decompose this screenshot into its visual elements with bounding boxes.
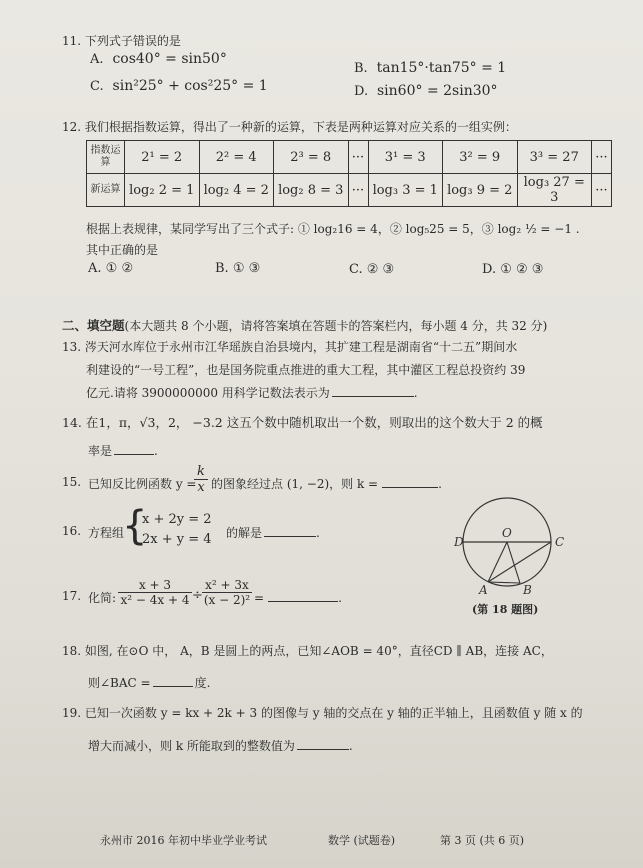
q11-option-c: C. sin²25° + cos²25° = 1 xyxy=(90,78,268,94)
operation-table xyxy=(86,140,612,207)
label-b: B xyxy=(523,583,532,597)
section-title: 二、填空题 xyxy=(62,318,125,333)
answer-blank[interactable] xyxy=(382,475,438,488)
footer-exam: 永州市 2016 年初中毕业学业考试 xyxy=(100,834,267,847)
row-header: 新运算 xyxy=(87,174,125,207)
q16-system: x + 2y = 2 2x + y = 4 xyxy=(142,512,212,547)
question-text: 下列式子错误的是 xyxy=(84,34,181,48)
q16-label: 方程组 xyxy=(88,526,125,540)
q11-stem xyxy=(62,32,181,49)
table-row xyxy=(87,174,612,207)
label-c: C xyxy=(555,535,565,549)
label-a: A xyxy=(479,583,488,597)
footer-page: 第 3 页 (共 6 页) xyxy=(440,834,525,847)
q17-equals: = . xyxy=(254,591,342,605)
q13-line1: 13. 涔天河水库位于永州市江华瑶族自治县境内，其扩建工程是湖南省“十二五”期间水 xyxy=(62,340,518,354)
table-cell: ··· xyxy=(592,141,612,174)
question-text: 我们根据指数运算，得出了一种新的运算，下表是两种运算对应关系的一组实例： xyxy=(84,120,517,134)
q15-text-b: 的图象经过点 (1, −2)，则 k = . xyxy=(211,477,442,491)
table-cell: log₂ 2 = 1 xyxy=(125,174,200,207)
table-cell: 3³ = 27 xyxy=(517,141,592,174)
table-cell: 2¹ = 2 xyxy=(125,141,200,174)
q18-line2: 则∠BAC = 度. xyxy=(88,676,211,690)
table-cell: ··· xyxy=(348,174,368,207)
footer-subject: 数学 (试题卷) xyxy=(328,834,396,847)
q17-label: 化简: xyxy=(88,591,117,605)
q12-option-c: C. ② ③ xyxy=(349,262,395,277)
q11-option-d: D. sin60° = 2sin30° xyxy=(354,83,498,99)
q17-fraction-2: x² + 3x (x − 2)² xyxy=(203,578,251,607)
q13-line3: 亿元.请将 3900000000 用科学记数法表示为 . xyxy=(86,386,418,400)
question-number: 13. xyxy=(62,340,82,354)
question-number: 14. xyxy=(62,415,82,430)
table-row xyxy=(87,141,612,174)
answer-blank[interactable] xyxy=(297,737,349,750)
q12-option-b: B. ① ③ xyxy=(215,261,261,276)
table-cell: 2³ = 8 xyxy=(274,141,349,174)
q12-option-a: A. ① ② xyxy=(88,261,134,276)
q11-option-b: B. tan15°·tan75° = 1 xyxy=(354,60,507,76)
row-header: 指数运算 xyxy=(87,141,125,174)
table-cell: ··· xyxy=(348,141,368,174)
section-heading xyxy=(62,316,547,334)
table-cell: log₃ 27 = 3 xyxy=(517,174,592,207)
table-cell: 3¹ = 3 xyxy=(368,141,443,174)
table-cell: log₂ 4 = 2 xyxy=(199,174,274,207)
q17-number: 17. xyxy=(62,589,82,603)
q19-line2: 增大而减小，则 k 所能取到的整数值为 . xyxy=(88,739,353,753)
q12-followup: 根据上表规律，某同学写出了三个式子: ① log₂16 = 4，② log₅25 = 5，③ log₂ ½ = −1 . xyxy=(86,222,580,236)
answer-blank[interactable] xyxy=(268,589,338,602)
q15-number: 15. xyxy=(62,475,82,489)
q11-option-a: A. cos40° = sin50° xyxy=(90,51,227,67)
answer-blank[interactable] xyxy=(153,674,193,687)
label-o: O xyxy=(502,526,512,540)
answer-blank[interactable] xyxy=(114,442,154,455)
table-cell: log₃ 3 = 1 xyxy=(368,174,443,207)
answer-blank[interactable] xyxy=(264,524,316,537)
q15-text-a: 已知反比例函数 y = xyxy=(88,477,197,491)
circle-figure xyxy=(452,496,578,598)
q18-line1: 18. 如图, 在⊙O 中， A，B 是圆上的两点，已知∠AOB = 40°，直径CD ∥ AB，连接 AC， xyxy=(62,644,553,658)
brace-icon: { xyxy=(122,503,148,549)
figure-caption: (第 18 题图) xyxy=(472,603,539,616)
label-d: D xyxy=(454,535,464,549)
table-cell: ··· xyxy=(592,174,612,207)
q12-stem xyxy=(62,118,517,135)
q15-fraction: k x xyxy=(194,464,208,495)
table-cell: log₃ 9 = 2 xyxy=(443,174,518,207)
q16-number: 16. xyxy=(62,524,82,538)
q16-suffix: 的解是 . xyxy=(226,526,320,540)
q12-option-d: D. ① ② ③ xyxy=(482,262,544,277)
question-number: 12. xyxy=(62,120,82,134)
q12-question: 其中正确的是 xyxy=(86,243,159,257)
question-number: 18. xyxy=(62,644,82,658)
answer-blank[interactable] xyxy=(332,384,414,397)
question-number: 19. xyxy=(62,706,82,720)
question-number: 11. xyxy=(62,34,82,48)
q13-line2: 利建设的“一号工程”，也是国务院重点推进的重大工程，其中灌区工程总投资约 39 xyxy=(86,363,526,377)
q19-line1: 19. 已知一次函数 y = kx + 2k + 3 的图像与 y 轴的交点在 y 轴的正半轴上，且函数值 y 随 x 的 xyxy=(62,706,583,720)
q17-fraction-1: x + 3 x² − 4x + 4 xyxy=(118,578,192,607)
q14-line2: 率是 . xyxy=(88,444,158,458)
section-description: (本大题共 8 个小题，请将答案填在答题卡的答案栏内，每小题 4 分，共 32 分) xyxy=(124,319,548,333)
table-cell: 2² = 4 xyxy=(199,141,274,174)
chord-ab xyxy=(488,582,520,583)
table-cell: 3² = 9 xyxy=(443,141,518,174)
table-cell: log₂ 8 = 3 xyxy=(274,174,349,207)
q17-divide-sign: ÷ xyxy=(192,588,203,603)
q14-line1: 14. 在1，π，√3，2， −3.2 这五个数中随机取出一个数，则取出的这个数大于 2 的概 xyxy=(62,415,543,430)
